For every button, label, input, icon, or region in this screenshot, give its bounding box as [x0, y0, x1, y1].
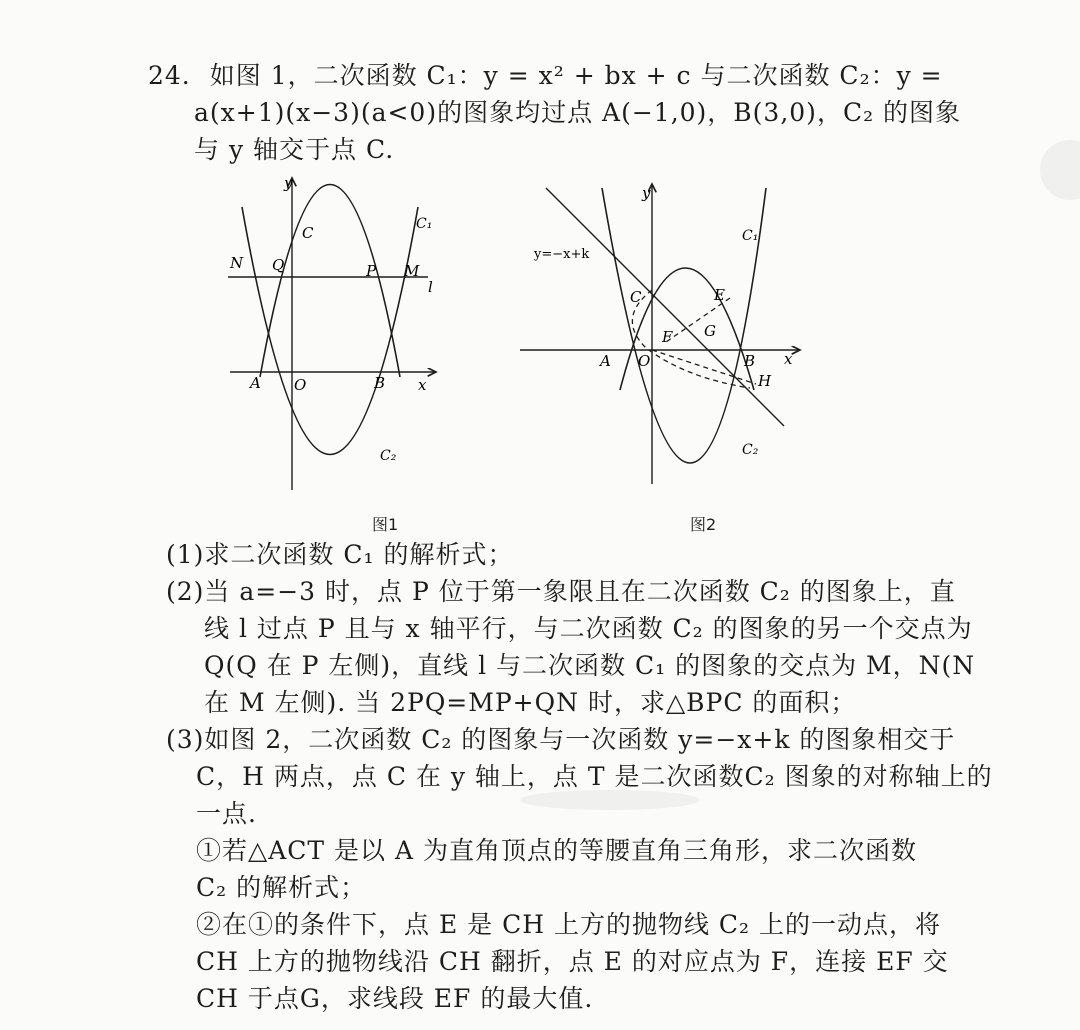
scan-smudge: [520, 790, 700, 810]
fig2-label-e: E: [714, 286, 725, 304]
fig2-label-y: y: [642, 184, 651, 202]
problem-number-and-stem-line-1: [148, 58, 943, 94]
fig2-line-label: y=−x+k: [534, 247, 590, 262]
fig2-label-c: C: [630, 288, 642, 306]
fig1-label-y: y: [284, 174, 293, 192]
figure-1: [222, 172, 442, 497]
fig2-label-c2: C₂: [742, 442, 759, 458]
part-2-line-3: Q(Q 在 P 左侧)，直线 l 与二次函数 C₁ 的图象的交点为 M，N(N: [204, 651, 976, 680]
fig2-label-b: B: [744, 352, 756, 370]
fig1-label-l: l: [428, 278, 433, 296]
fig1-label-p: P: [366, 262, 377, 280]
part-3-2-line-2: CH 上方的抛物线沿 CH 翻折，点 E 的对应点为 F，连接 EF 交: [196, 947, 949, 976]
fig1-label-x: x: [418, 376, 427, 394]
segment-oh-dashed: [652, 350, 756, 384]
fig1-label-c2: C₂: [380, 448, 397, 464]
stem-line-1: 如图 1，二次函数 C₁：y = x² + bx + c 与二次函数 C₂：y =: [209, 61, 943, 90]
fig1-label-a: A: [250, 374, 261, 392]
part-3-2-line-3: CH 于点G，求线段 EF 的最大值.: [196, 984, 594, 1013]
part-3-line-2: C，H 两点，点 C 在 y 轴上，点 T 是二次函数C₂ 图象的对称轴上的: [196, 762, 993, 791]
fig1-label-origin: O: [294, 376, 307, 394]
fig2-label-f: F: [662, 328, 673, 346]
part-3-1-line-2: C₂ 的解析式；: [196, 873, 367, 902]
part-2-line-4: 在 M 左侧). 当 2PQ=MP+QN 时，求△BPC 的面积；: [204, 688, 857, 717]
fig1-label-b: B: [374, 374, 386, 392]
segment-ef-dashed: [666, 298, 730, 342]
figure-2: [516, 178, 806, 490]
fig1-label-c1: C₁: [416, 216, 433, 232]
part-2-line-1: (2)当 a=−3 时，点 P 位于第一象限且在二次函数 C₂ 的图象上，直: [166, 577, 956, 606]
fig2-label-g: G: [704, 322, 716, 340]
fig1-label-q: Q: [272, 256, 285, 274]
part-3-1-line-1: ①若△ACT 是以 A 为直角顶点的等腰直角三角形，求二次函数: [196, 836, 917, 865]
fig2-label-c1: C₁: [742, 228, 759, 244]
fig2-label-h: H: [758, 372, 772, 390]
parabola-c1: [242, 207, 418, 455]
scan-smudge: [1040, 140, 1080, 200]
fig2-label-a: A: [600, 352, 611, 370]
figure-1-caption: 图1: [372, 515, 399, 534]
problem-number: 24.: [148, 61, 191, 90]
part-2-line-2: 线 l 过点 P 且与 x 轴平行，与二次函数 C₂ 的图象的另一个交点为: [204, 614, 973, 643]
fig2-label-origin: O: [638, 352, 651, 370]
fig1-label-n: N: [230, 254, 244, 272]
part-3-2-line-1: ②在①的条件下，点 E 是 CH 上方的抛物线 C₂ 上的一动点，将: [196, 910, 942, 939]
part-3-line-3: 一点.: [196, 799, 257, 828]
fig1-label-m: M: [404, 262, 420, 280]
part-1-line-1: (1)求二次函数 C₁ 的解析式；: [166, 540, 514, 569]
stem-line-2: a(x+1)(x−3)(a<0)的图象均过点 A(−1,0)，B(3,0)，C₂ 的图象: [194, 98, 962, 127]
figure-2-caption: 图2: [690, 515, 717, 534]
part-3-line-1: (3)如图 2，二次函数 C₂ 的图象与一次函数 y=−x+k 的图象相交于: [166, 725, 956, 754]
fig1-label-c: C: [302, 224, 314, 242]
parabola-c2: [260, 185, 400, 378]
fig2-label-x: x: [784, 350, 793, 368]
stem-line-3: 与 y 轴交于点 C.: [194, 135, 395, 164]
